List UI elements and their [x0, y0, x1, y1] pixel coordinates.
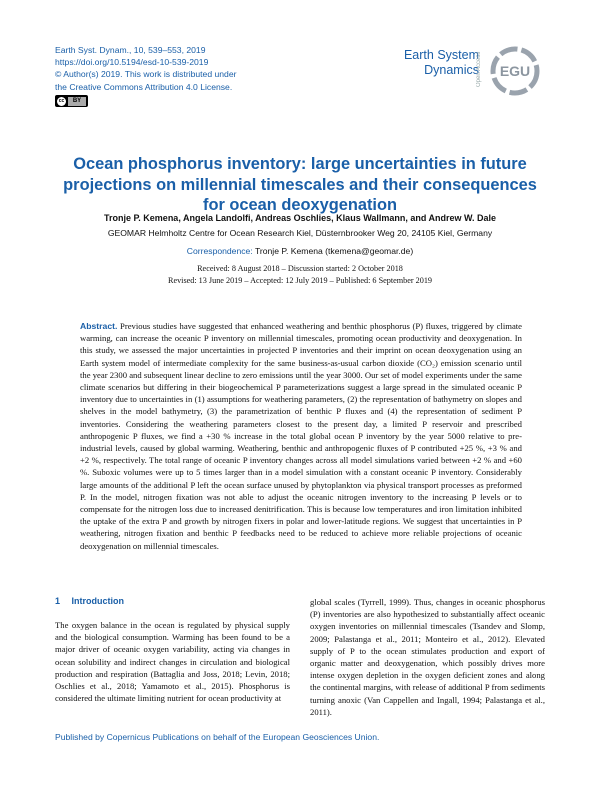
egu-logo-text: EGU: [499, 63, 531, 79]
author-list: Tronje P. Kemena, Angela Landolfi, Andreas Oschlies, Klaus Wallmann, and Andrew W. Dale: [103, 213, 497, 223]
affiliation: GEOMAR Helmholtz Centre for Ocean Research Kiel, Düsternbrooker Weg 20, 24105 Kiel, Germany: [107, 228, 493, 238]
citation-block: [55, 44, 236, 93]
open-access-label: Open Access: [476, 51, 482, 87]
correspondence: [40, 246, 560, 256]
publication-dates: Received: 8 August 2018 – Discussion started: 2 October 2018 Revised: 13 June 2019 – Accepted: 12 July 2019 – Published: 6 September 2019: [167, 264, 433, 285]
egu-logo: [485, 42, 545, 100]
section-number: 1: [55, 596, 61, 606]
section-title: Introduction: [71, 596, 125, 606]
abstract-text: Previous studies have suggested that enhanced weathering and benthic phosphorus (P) fluxes, triggered by climate warming, can increase the oceanic P inventory on millennial timescales, promoting ocean productivity and deoxygenation. In this study, we assessed the major uncertainties in projected P inventories and their imprint on ocean deoxygenation using an Earth system model of intermediate complexity for the same business-as-usual carbon dioxide (CO₂) emission scenario until the year 2300 and subsequent linear decline to zero emissions until the year 3000. Our set of model experiments under the same climate scenarios but differing in their biogeochemical P parameterizations suggest a large spread in the simulated oceanic P inventory due to uncertainties in (1) assumptions for weathering parameters, (2) the representation of bathymetry on slopes and shelves in the model bathymetry, (3) the parametrization of benthic P fluxes and (4) the representation of sediment P inventories. Considering the weathering parameters closest to the present day, a limited P reservoir and prescribed anthropogenic P fluxes, we find a +30 % increase in the total global ocean P inventory by the year 5000 relative to pre-industrial levels, caused by global warming. Weathering, benthic and anthropogenic fluxes of P contributed +25 %, +3 % and +2 %, respectively. The total range of oceanic P inventory changes across all model simulations varied between +2 % and +60 %. Suboxic volumes were up to 5 times larger than in a model simulation with a constant oceanic P inventory. Considerably large amounts of the additional P left the ocean surface unused by phytoplankton via physical transport processes as preformed P. In the model, nitrogen fixation was not able to adjust the oceanic nitrogen inventory to the increasing P levels or to compensate for the nitrogen loss due to increased denitrification. This is because low temperatures and iron limitation inhibited the uptake of the extra P and growth by nitrogen fixers in polar and lower-latitude regions. We suggest that uncertainties in P weathering, nitrogen fixation and benthic P feedbacks need to be reduced to achieve more reliable projections of oceanic deoxygenation on millennial timescales.: [80, 321, 523, 551]
article-title: Ocean phosphorus inventory: large uncertainties in future projections on millennial timescales and their consequences for ocean deoxygenation: [63, 155, 537, 214]
citation: Earth Syst. Dynam., 10, 539–553, 2019: [55, 45, 206, 55]
publisher-footer: Published by Copernicus Publications on behalf of the European Geosciences Union.: [55, 732, 380, 742]
cc-icon: cc: [58, 97, 65, 104]
abstract: [80, 320, 522, 552]
section-heading-introduction: [55, 596, 124, 606]
correspondence-label: Correspondence:: [186, 246, 253, 256]
cc-license-badge[interactable]: [55, 95, 88, 107]
by-icon: BY: [68, 97, 86, 106]
intro-left-column: The oxygen balance in the ocean is regulated by physical supply and the biological consumption. Warming has been found to be a major driver of oceanic oxygen variability, acting via changes in ocean solubility and indirect changes in circulation and biological production and respiration (Battaglia and Joss, 2018; Levin, 2018; Oschlies et al., 2018; Yamamoto et al., 2015). Phosphorus is considered the ultimate limiting nutrient for ocean productivity at: [55, 620, 290, 704]
copyright: © Author(s) 2019. This work is distributed under: [55, 69, 237, 80]
doi-link[interactable]: https://doi.org/10.5194/esd-10-539-2019: [55, 57, 209, 68]
correspondence-contact[interactable]: Tronje P. Kemena (tkemena@geomar.de): [254, 246, 414, 256]
license-line[interactable]: the Creative Commons Attribution 4.0 License.: [55, 81, 233, 92]
intro-right-column: global scales (Tyrrell, 1999). Thus, changes in oceanic phosphorus (P) inventories are also hypothesized to substantially affect oceanic oxygen inventories on millennial timescales (Tsandev and Slomp, 2009; Palastanga et al., 2011; Monteiro et al., 2012). Elevated supply of P to the ocean stimulates production and export of organic matter and deoxygenation, which possibly drives more intense oxygen depletion in the oxygen deficient zones and along the continental margins, with release of additional P from sediments turning anoxic (Van Cappellen and Ingall, 1994; Palastanga et al., 2011).: [310, 597, 545, 717]
abstract-heading: Abstract.: [80, 321, 118, 331]
journal-name: Earth System Dynamics: [403, 48, 479, 77]
